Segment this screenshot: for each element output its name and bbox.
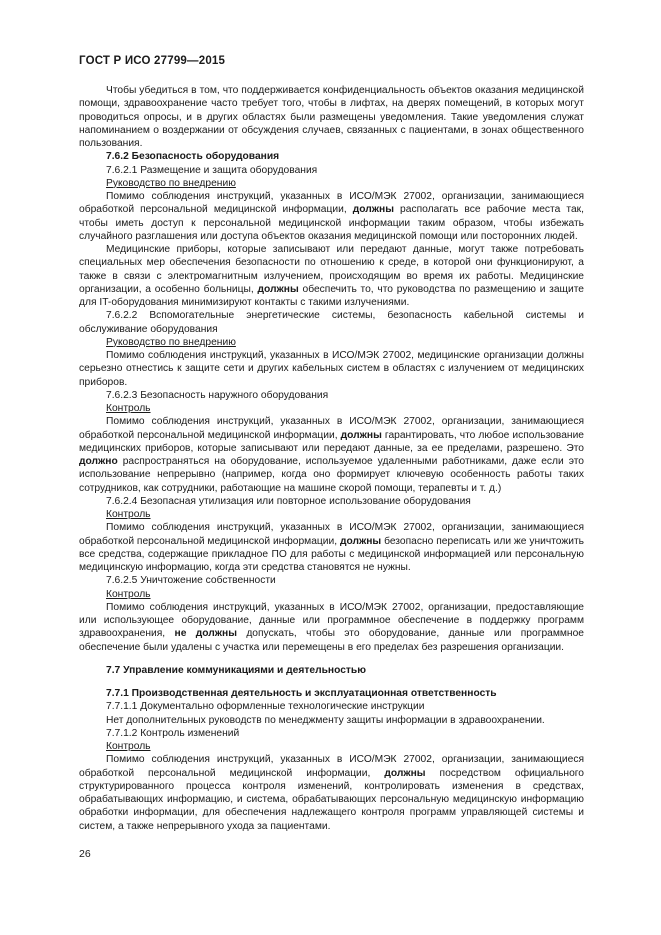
subheading-underlined bbox=[79, 508, 584, 521]
body-paragraph: Помимо соблюдения инструкций, указанных в ИСО/МЭК 27002, медицинские организации должны серьезно отнестись к защите сети и других кабельных систем в областях с излучением от медицинских приборов. bbox=[79, 350, 584, 388]
document-header: ГОСТ Р ИСО 27799—2015 bbox=[79, 55, 226, 67]
page-number: 26 bbox=[79, 848, 91, 860]
text-segment: Помимо соблюдения инструкций, указанных в ИСО/МЭК 27002, организации, занимающиеся обработкой персональной медицинской информации, bbox=[79, 416, 584, 441]
text-segment: распространяться на оборудование, используемое удаленными работниками, даже если это использование непрерывно (например, когда оно формирует ключевую особенность работы таких сотрудников, как сотрудники, работающие на машине скорой помощи, терапевты и т. д.) bbox=[79, 456, 584, 494]
body-paragraph bbox=[79, 753, 584, 833]
subheading-underlined bbox=[79, 336, 584, 349]
body-paragraph: 7.7.1.1 Документально оформленные технологические инструкции bbox=[106, 701, 425, 713]
body-paragraph bbox=[79, 415, 584, 495]
text-segment: обеспечить то, что руководства по размещению и защите для IT-оборудования минимизируют контакты с такими излучениями. bbox=[79, 283, 584, 308]
text-segment: Помимо соблюдения инструкций, указанных в ИСО/МЭК 27002, организации, занимающиеся обработкой персональной медицинской информации, bbox=[79, 754, 584, 779]
text-segment: Помимо соблюдения инструкций, указанных в ИСО/МЭК 27002, организации, занимающиеся обработкой персональной медицинской информации, bbox=[79, 522, 584, 547]
text-segment: гарантировать, что любое использование медицинских приборов, которые записывают или передают данные, за ее пределами, разрешено. Это bbox=[79, 429, 584, 454]
underlined-label: Контроль bbox=[106, 509, 151, 520]
subheading-underlined bbox=[79, 402, 584, 415]
body-paragraph: 7.6.2.1 Размещение и защита оборудования bbox=[106, 164, 318, 176]
body-paragraph: Чтобы убедиться в том, что поддерживается конфиденциальность объектов оказания медицинской помощи, здравоохранение часто требует того, чтобы в лифтах, на дверях помещений, в которых могут проводиться опросы, и в других областях были размещены уведомления. Такие уведомления служат напоминанием о воздержании от обсуждения случаев, связанных с пациентами, в зонах общественного пользования. bbox=[79, 85, 584, 149]
text-segment: располагать все рабочие места так, чтобы иметь доступ к персональной медицинской информации таким образом, чтобы избежать случайного разглашения или доступа объектов оказания медицинской помощи или посторонних людей. bbox=[79, 204, 584, 242]
underlined-label: Контроль bbox=[106, 741, 151, 752]
text-segment: Медицинские приборы, которые записывают или передают данные, могут также потребовать специальных мер обеспечения безопасности по отношению к среде, в которой они функционируют, а также в связи с электромагнитным излучением, происходящим во время их работы. Медицинские организации, а особенно больницы, bbox=[79, 244, 584, 295]
text-segment: допускать, чтобы это оборудование, данные или программное обеспечение были удалены с участка или перемещены в его пределах без разрешения организации. bbox=[79, 628, 584, 653]
section-heading: 7.7 Управление коммуникациями и деятельностью bbox=[106, 664, 366, 676]
body-paragraph: 7.6.2.3 Безопасность наружного оборудования bbox=[106, 389, 329, 401]
section-heading: 7.7.1 Производственная деятельность и эксплуатационная ответственность bbox=[106, 688, 497, 699]
body-paragraph bbox=[79, 521, 584, 574]
emphasis-keyword: должны bbox=[339, 535, 382, 547]
subheading-underlined bbox=[79, 588, 584, 601]
body-paragraph bbox=[79, 243, 584, 309]
body-paragraph bbox=[79, 190, 584, 243]
body-paragraph bbox=[79, 601, 584, 654]
emphasis-keyword: должны bbox=[352, 204, 394, 216]
body-paragraph: 7.6.2.5 Уничтожение собственности bbox=[106, 575, 276, 587]
body-paragraph: Нет дополнительных руководств по менеджменту защиты информации в здравоохранении. bbox=[106, 714, 545, 726]
emphasis-keyword: не должны bbox=[174, 628, 237, 640]
emphasis-keyword: должны bbox=[257, 283, 299, 295]
text-segment: Помимо соблюдения инструкций, указанных в ИСО/МЭК 27002, организации, занимающиеся обработкой персональной медицинской информации, bbox=[79, 191, 584, 216]
emphasis-keyword: должны bbox=[384, 767, 426, 779]
document-body bbox=[79, 84, 584, 833]
body-paragraph: 7.7.1.2 Контроль изменений bbox=[106, 727, 240, 739]
subheading-underlined bbox=[79, 740, 584, 753]
underlined-label: Руководство по внедрению bbox=[106, 336, 236, 348]
underlined-label: Контроль bbox=[106, 403, 151, 414]
emphasis-keyword: должны bbox=[340, 429, 382, 441]
body-paragraph: 7.6.2.4 Безопасная утилизация или повторное использование оборудования bbox=[106, 495, 471, 507]
underlined-label: Руководство по внедрению bbox=[106, 177, 236, 189]
text-segment: Помимо соблюдения инструкций, указанных в ИСО/МЭК 27002, организации, предоставляющие или использующее оборудование, данные или программное обеспечение в поддержку программ здравоохранения, bbox=[79, 601, 584, 640]
body-paragraph: 7.6.2.2 Вспомогательные энергетические системы, безопасность кабельной системы и обслуживание оборудования bbox=[79, 310, 584, 335]
emphasis-keyword: должно bbox=[79, 456, 118, 467]
text-segment: посредством официального структурированного процесса контроля изменений, контролировать изменения в средствах, обрабатывающих информацию, и система, обрабатывающих персональную медицинскую информацию обработки информации, для обеспечения надлежащего контроля программ управляющей системы и систем, а также непрерывного ухода за пациентами. bbox=[79, 767, 584, 832]
section-heading: 7.6.2 Безопасность оборудования bbox=[106, 151, 280, 163]
text-segment: безопасно переписать или же уничтожить все средства, содержащие прикладное ПО для работы с медицинской информацией или персональную медицинскую информацию, когда эти средства становятся не нужны. bbox=[79, 535, 584, 573]
subheading-underlined bbox=[79, 177, 584, 190]
underlined-label: Контроль bbox=[106, 588, 151, 600]
